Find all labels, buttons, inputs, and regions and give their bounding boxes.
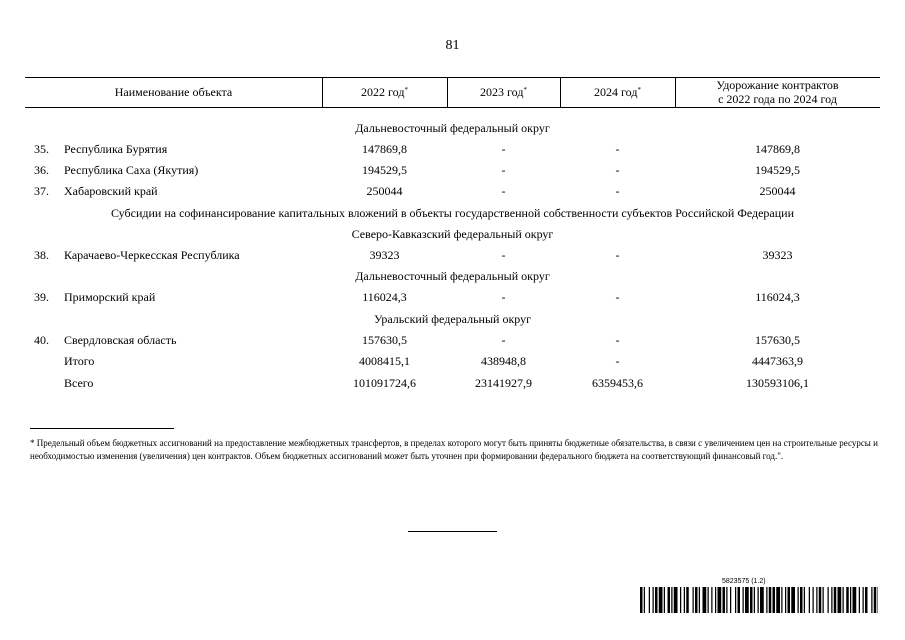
row-2023: 438948,8 [481, 354, 526, 368]
end-of-document-rule [408, 531, 497, 532]
row-2023: - [501, 248, 506, 262]
row-name: Приморский край [64, 290, 156, 304]
row-number: 39. [34, 290, 49, 304]
barcode-label: 5823575 (1.2) [722, 578, 766, 585]
section-heading: Дальневосточный федеральный округ [355, 269, 550, 283]
row-2023: - [501, 333, 506, 347]
row-2024: - [615, 290, 620, 304]
table-row-subtotal [0, 352, 905, 370]
row-2023: - [501, 142, 506, 156]
row-name: Итого [64, 354, 95, 368]
table-row-grand-total [0, 374, 905, 392]
row-total: 116024,3 [755, 290, 800, 304]
row-2024: - [615, 184, 620, 198]
row-2023: - [501, 290, 506, 304]
row-total: 194529,5 [755, 163, 800, 177]
row-2022: 39323 [369, 248, 400, 262]
header-2024: 2024 год* [594, 85, 641, 99]
row-total: 4447363,9 [752, 354, 803, 368]
row-number: 37. [34, 184, 49, 198]
row-2024: - [615, 333, 620, 347]
page-number: 81 [445, 38, 460, 53]
footnote: * Предельный объем бюджетных ассигнований на предоставление межбюджетных трансфертов, в пределах которого могут быть приняты бюджетные обязательства, в связи с увеличением цен на строительные ресурсы и необходимостью изменения (увеличения) цен контрактов. Объем бюджетных ассигнований может быть уточнен при формировании федерального бюджета на соответствующий финансовый год.". [30, 438, 878, 461]
row-total: 130593106,1 [746, 376, 809, 390]
row-name: Хабаровский край [64, 184, 158, 198]
table-row [0, 161, 905, 179]
row-2024: 6359453,6 [592, 376, 643, 390]
row-name: Карачаево-Черкесская Республика [64, 248, 240, 262]
row-2023: - [501, 163, 506, 177]
row-number: 40. [34, 333, 49, 347]
row-total: 39323 [762, 248, 793, 262]
section-heading: Дальневосточный федеральный округ [355, 121, 550, 135]
row-2022: 4008415,1 [359, 354, 410, 368]
header-name: Наименование объекта [114, 85, 233, 99]
row-number: 36. [34, 163, 49, 177]
row-name: Республика Бурятия [64, 142, 168, 156]
header-2022: 2022 год* [361, 85, 408, 99]
row-total: 250044 [759, 184, 796, 198]
table-row [0, 246, 905, 264]
footnote-separator [30, 428, 174, 429]
row-number: 35. [34, 142, 49, 156]
row-total: 157630,5 [755, 333, 800, 347]
row-name: Всего [64, 376, 94, 390]
row-2023: 23141927,9 [475, 376, 532, 390]
section-heading: Субсидии на софинансирование капитальных вложений в объекты государственной собственности субъектов Российской Федерации [110, 206, 795, 220]
header-2023: 2023 год* [480, 85, 527, 99]
row-number: 38. [34, 248, 49, 262]
table-row [0, 331, 905, 349]
header-total: Удорожание контрактов с 2022 года по 2024 год [716, 78, 839, 106]
table-row [0, 182, 905, 200]
barcode-image [640, 587, 878, 613]
table-row [0, 140, 905, 158]
row-2022: 101091724,6 [353, 376, 416, 390]
row-2022: 194529,5 [362, 163, 407, 177]
row-name: Свердловская область [64, 333, 177, 347]
row-2024: - [615, 163, 620, 177]
row-2022: 116024,3 [362, 290, 407, 304]
section-heading: Уральский федеральный округ [373, 312, 532, 326]
row-2022: 147869,8 [362, 142, 407, 156]
table-row [0, 288, 905, 306]
row-total: 147869,8 [755, 142, 800, 156]
row-name: Республика Саха (Якутия) [64, 163, 199, 177]
header-bottom-rule [25, 107, 880, 108]
row-2024: - [615, 142, 620, 156]
row-2024: - [615, 248, 620, 262]
row-2024: - [615, 354, 620, 368]
row-2023: - [501, 184, 506, 198]
row-2022: 157630,5 [362, 333, 407, 347]
row-2022: 250044 [366, 184, 403, 198]
section-heading: Северо-Кавказский федеральный округ [351, 227, 554, 241]
